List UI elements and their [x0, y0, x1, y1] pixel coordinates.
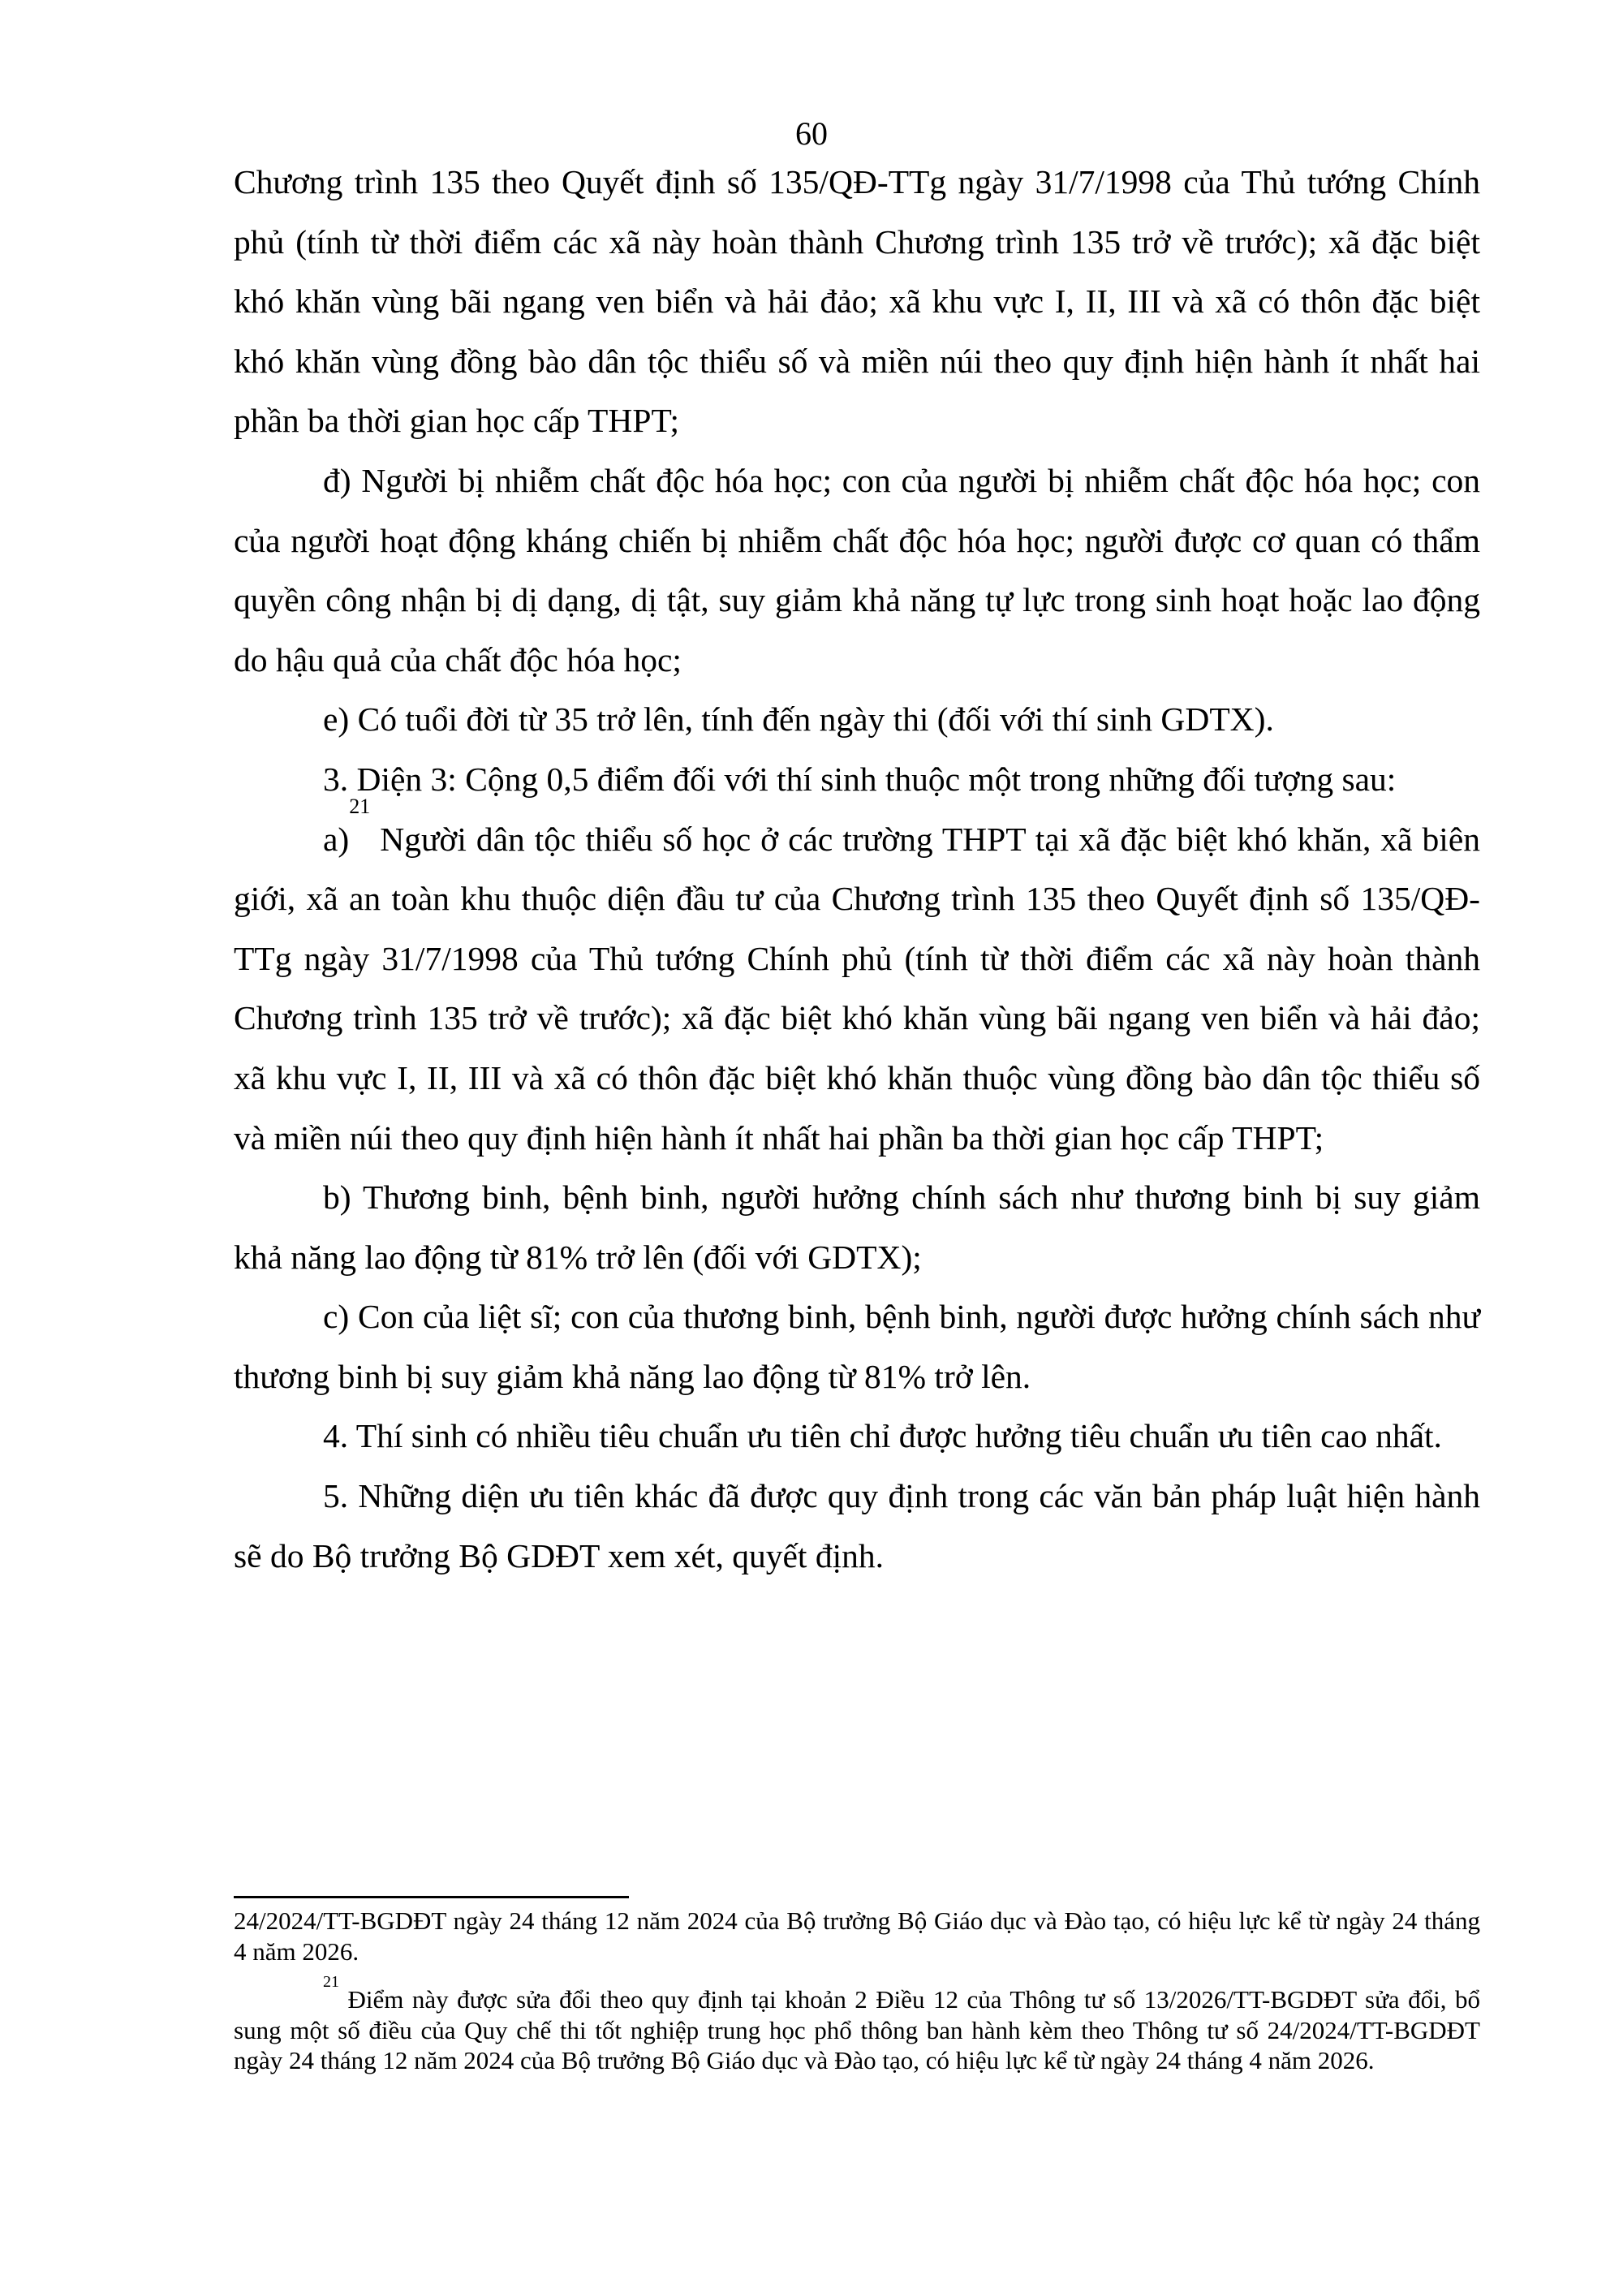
paragraph-item-e: e) Có tuổi đời từ 35 trở lên, tính đến ngày thi (đối với thí sinh GDTX).	[323, 700, 1274, 739]
item-a-text: Người dân tộc thiểu số học ở các trường THPT tại xã đặc biệt khó khăn, xã biên giới, xã an toàn khu thuộc diện đầu tư của Chương trình 135 theo Quyết định số 135/QĐ-TTg ngày 31/7/1998 của Thủ tướng Chính phủ (tính từ thời điểm các xã này hoàn thành Chương trình 135 trở về trước); xã đặc biệt khó khăn vùng bãi ngang ven biển và hải đảo; xã khu vực I, II, III và xã có thôn đặc biệt khó khăn thuộc vùng đồng bào dân tộc thiểu số và miền núi theo quy định hiện hành ít nhất hai phần ba thời gian học cấp THPT;	[234, 820, 1480, 1157]
paragraph-section-4: 4. Thí sinh có nhiều tiêu chuẩn ưu tiên chỉ được hưởng tiêu chuẩn ưu tiên cao nhất.	[323, 1417, 1442, 1455]
footnote-continued: 24/2024/TT-BGDĐT ngày 24 tháng 12 năm 2024 của Bộ trưởng Bộ Giáo dục và Đào tạo, có hiệu lực kể từ ngày 24 tháng 4 năm 2026.	[234, 1906, 1480, 1966]
footnotes	[234, 1906, 1480, 2076]
paragraph-item-dd: đ) Người bị nhiễm chất độc hóa học; con của người bị nhiễm chất độc hóa học; con của người hoạt động kháng chiến bị nhiễm chất độc hóa học; người được cơ quan có thẩm quyền công nhận bị dị dạng, dị tật, suy giảm khả năng tự lực trong sinh hoạt hoặc lao động do hậu quả của chất độc hóa học;	[234, 461, 1480, 678]
paragraph-item-c: c) Con của liệt sĩ; con của thương binh, bệnh binh, người được hưởng chính sách như thương binh bị suy giảm khả năng lao động từ 81% trở lên.	[234, 1298, 1480, 1395]
paragraph-section-3: 3. Diện 3: Cộng 0,5 điểm đối với thí sinh thuộc một trong những đối tượng sau:	[323, 760, 1397, 798]
footnote-21-text: Điểm này được sửa đổi theo quy định tại khoản 2 Điều 12 của Thông tư số 13/2026/TT-BGDĐT sửa đổi, bổ sung một số điều của Quy chế thi tốt nghiệp trung học phổ thông ban hành kèm theo Thông tư số 24/2024/TT-BGDĐT ngày 24 tháng 12 năm 2024 của Bộ trưởng Bộ Giáo dục và Đào tạo, có hiệu lực kể từ ngày 24 tháng 4 năm 2026.	[234, 1985, 1480, 2074]
footnote-21-marker: 21	[323, 1973, 339, 1991]
paragraph-item-b: b) Thương binh, bệnh binh, người hưởng chính sách như thương binh bị suy giảm khả năng lao động từ 81% trở lên (đối với GDTX);	[234, 1178, 1480, 1276]
page-number: 60	[795, 115, 828, 152]
footnote-reference-21[interactable]: 21	[349, 794, 371, 818]
body-text	[234, 153, 1480, 1586]
paragraph-section-5: 5. Những diện ưu tiên khác đã được quy định trong các văn bản pháp luật hiện hành sẽ do Bộ trưởng Bộ GDĐT xem xét, quyết định.	[234, 1477, 1480, 1574]
paragraph-continued: Chương trình 135 theo Quyết định số 135/QĐ-TTg ngày 31/7/1998 của Thủ tướng Chính phủ (tính từ thời điểm các xã này hoàn thành Chương trình 135 trở về trước); xã đặc biệt khó khăn vùng bãi ngang ven biển và hải đảo; xã khu vực I, II, III và xã có thôn đặc biệt khó khăn vùng đồng bào dân tộc thiểu số và miền núi theo quy định hiện hành ít nhất hai phần ba thời gian học cấp THPT;	[234, 163, 1480, 440]
footnote-divider	[234, 1896, 629, 1898]
item-a-prefix: a)	[323, 820, 350, 858]
footnote-21	[234, 1973, 1480, 2076]
paragraph-item-a	[234, 794, 1480, 1169]
